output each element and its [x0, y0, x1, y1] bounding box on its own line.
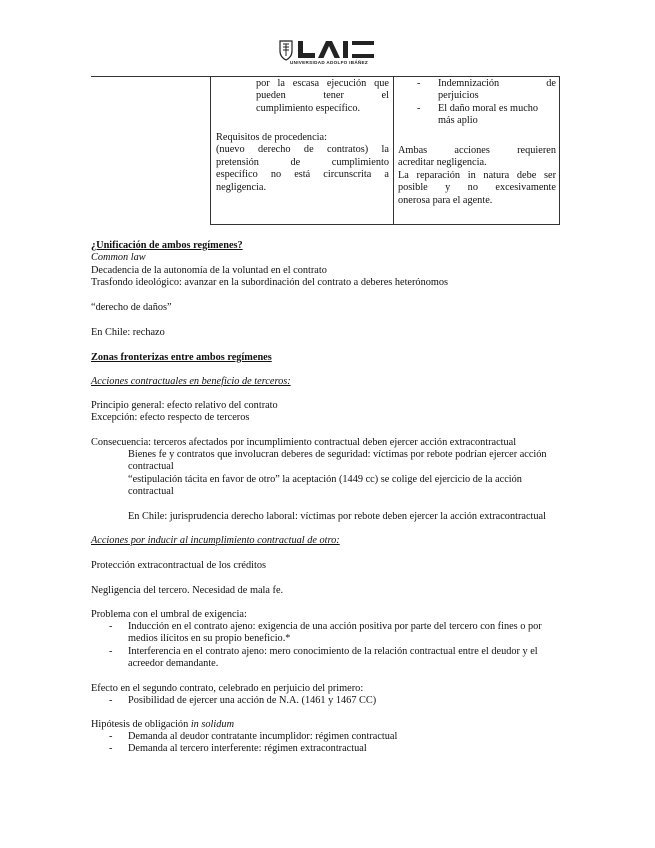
- list-item: - Indemnización de perjuicios: [417, 78, 556, 102]
- common-law-label: Common law: [91, 252, 146, 263]
- paragraph: Excepción: efecto respecto de terceros: [91, 412, 250, 423]
- efecto-list: [91, 695, 561, 707]
- subheading-acciones-terceros: Acciones contractuales en beneficio de terceros:: [91, 376, 291, 387]
- paragraph: Efecto en el segundo contrato, celebrado en perjuicio del primero:: [91, 683, 364, 694]
- table-cell-col2-requisitos: [216, 132, 389, 194]
- paragraph: “estipulación tácita en favor de otro” la aceptación (1449 cc) se colige del ejercicio de la acción: [128, 474, 522, 485]
- list-item: - Inducción en el contrato ajeno: exigencia de una acción positiva por parte del tercero con fines o por medios ilícitos en su propio beneficio.*: [109, 621, 542, 645]
- list-item: - El daño moral es mucho más aplio: [417, 102, 539, 127]
- list-item: - Demanda al tercero interferente: régimen extracontractual: [109, 743, 367, 755]
- cell-line: por la escasa ejecución que: [256, 78, 389, 89]
- cell-line: Requisitos de procedencia:: [216, 132, 327, 143]
- paragraph: Decadencia de la autonomía de la voluntad en el contrato: [91, 265, 327, 276]
- problema-list: [91, 621, 561, 671]
- table-col-divider-left: [210, 76, 211, 225]
- logo-letters: [298, 41, 374, 58]
- paragraph: Trasfondo ideológico: avanzar en la subordinación del contrato a deberes heterónomos: [91, 277, 449, 288]
- paragraph: Principio general: efecto relativo del contrato: [91, 400, 278, 411]
- paragraph: Bienes fe y contratos que involucran deberes de seguridad: víctimas por rebote podrían ejercer acción: [128, 449, 547, 460]
- paragraph: Problema con el umbral de exigencia:: [91, 609, 247, 620]
- paragraph: Protección extracontractual de los créditos: [91, 560, 266, 571]
- university-name: UNIVERSIDAD ADOLFO IBÁÑEZ: [290, 60, 369, 65]
- paragraph: contractual: [128, 461, 174, 472]
- svg-text:UAI: UAI: [278, 38, 280, 39]
- paragraph: En Chile: jurisprudencia derecho laboral: víctimas por rebote deben ejercer la acción extracontractual: [128, 511, 546, 522]
- paragraph: contractual: [128, 486, 174, 497]
- paragraph: Consecuencia: terceros afectados por incumplimiento contractual deben ejercer acción extracontractual: [91, 437, 517, 448]
- section-heading-unificacion: ¿Unificación de ambos regímenes?: [91, 240, 243, 251]
- cell-line: específico no está circunscrita a: [216, 169, 389, 181]
- paragraph: “derecho de daños”: [91, 302, 172, 313]
- table-cell-col3-top: [398, 78, 556, 128]
- table-col-divider-middle: [393, 76, 394, 225]
- table-cell-col3-bottom: Ambas acciones requieren acreditar negligencia. La reparación in natura debe ser posible y no excesivamente onerosa para el agente.: [398, 145, 556, 206]
- cell-line: (nuevo derecho de contratos) la: [216, 144, 389, 156]
- list-item: - Interferencia en el contrato ajeno: mero conocimiento de la relación contractual entre el deudor y el acreedor demandante.: [109, 645, 538, 670]
- table-top-border: [91, 76, 560, 77]
- table-cell-col2-top: [256, 78, 389, 115]
- section-heading-zonas: Zonas fronterizas entre ambos regímenes: [91, 352, 272, 363]
- cell-line: cumplimiento específico.: [256, 102, 361, 114]
- paragraph-hipotesis: Hipótesis de obligación in solidum: [91, 719, 235, 730]
- subheading-acciones-inducir: Acciones por inducir al incumplimiento contractual de otro:: [91, 535, 340, 546]
- paragraph: Negligencia del tercero. Necesidad de mala fe.: [91, 585, 284, 596]
- table-bottom-border: [210, 224, 560, 225]
- list-item: - Demanda al deudor contratante incumplidor: régimen contractual: [109, 731, 398, 742]
- paragraph: En Chile: rechazo: [91, 327, 165, 338]
- cell-line: pretensión de cumplimiento: [216, 156, 389, 168]
- list-item: - Posibilidad de ejercer una acción de N.A. (1461 y 1467 CC): [109, 695, 377, 706]
- hipotesis-list: [91, 731, 561, 756]
- table-col-divider-right: [559, 76, 560, 225]
- cell-line: negligencia.: [216, 181, 267, 193]
- cell-line: pueden tener el: [256, 90, 389, 102]
